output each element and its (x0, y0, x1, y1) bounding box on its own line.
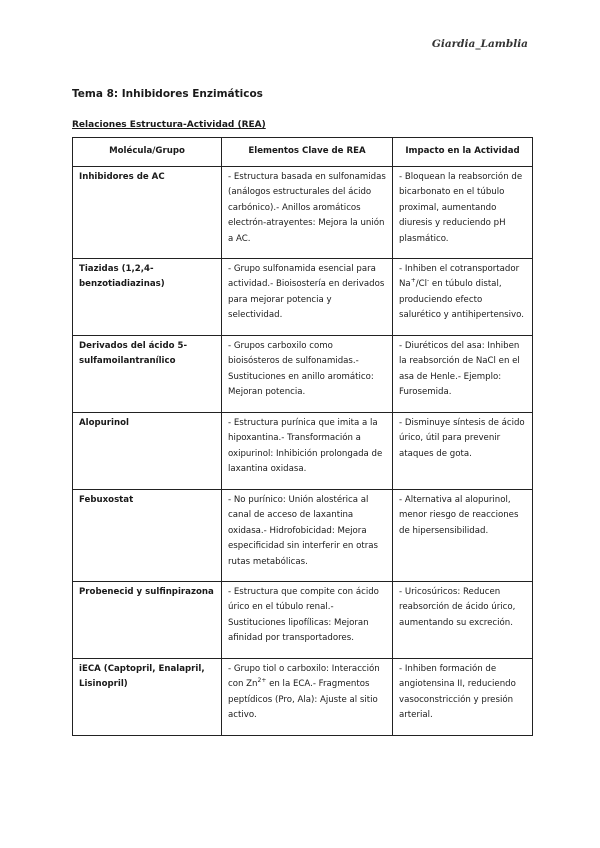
impact-cell: - Inhiben formación de angiotensina II, reduciendo vasoconstricción y presión arterial. (393, 658, 533, 735)
molecule-cell: Probenecid y sulfinpirazona (73, 581, 222, 658)
elements-text-a: - Grupo tiol o carboxilo: Interacción con Zn (228, 663, 380, 689)
chloride-charge: - (427, 277, 430, 285)
sodium-charge: + (410, 277, 416, 285)
elements-cell: - Estructura purínica que imita a la hipoxantina.- Transformación a oxipurinol: Inhibición prolongada de laxantina oxidasa. (222, 412, 393, 489)
elements-cell: - Grupos carboxilo como bioisósteros de sulfonamidas.- Sustituciones en anillo aromático: Mejoran potencia. (222, 335, 393, 412)
molecule-cell: Derivados del ácido 5-sulfamoilantranílico (73, 335, 222, 412)
table-row (73, 658, 533, 735)
impact-text-b: /Cl (415, 279, 428, 289)
table-row (73, 581, 533, 658)
table-row (73, 412, 533, 489)
impact-cell: - Diuréticos del asa: Inhiben la reabsorción de NaCl en el asa de Henle.- Ejemplo: Furosemida. (393, 335, 533, 412)
header-impact: Impacto en la Actividad (393, 138, 533, 167)
table-row (73, 335, 533, 412)
zinc-charge: 2+ (257, 677, 267, 685)
author-name: Giardia_Lamblia (431, 38, 528, 50)
rea-table (72, 137, 533, 736)
elements-cell: - Grupo sulfonamida esencial para actividad.- Bioisostería en derivados para mejorar potencia y selectividad. (222, 258, 393, 335)
table-header-row (73, 138, 533, 167)
section-heading: Relaciones Estructura-Actividad (REA) (72, 120, 266, 130)
molecule-cell: Inhibidores de AC (73, 166, 222, 258)
table-row (73, 166, 533, 258)
table-row (73, 489, 533, 581)
impact-text-a: - Inhiben el cotransportador Na (399, 263, 520, 289)
impact-cell (393, 258, 533, 335)
impact-text-c: en túbulo distal, produciendo efecto salurético y antihipertensivo. (399, 279, 524, 320)
impact-cell: - Alternativa al alopurinol, menor riesgo de reacciones de hipersensibilidad. (393, 489, 533, 581)
molecule-cell: Alopurinol (73, 412, 222, 489)
elements-cell: - Estructura que compite con ácido úrico en el túbulo renal.- Sustituciones lipofílicas: Mejoran afinidad por transportadores. (222, 581, 393, 658)
impact-cell: - Uricosúricos: Reducen reabsorción de ácido úrico, aumentando su excreción. (393, 581, 533, 658)
elements-cell: - No purínico: Unión alostérica al canal de acceso de laxantina oxidasa.- Hidrofobicidad: Mejora especificidad sin interferir en otras rutas metabólicas. (222, 489, 393, 581)
impact-cell: - Bloquean la reabsorción de bicarbonato en el túbulo proximal, aumentando diuresis y reduciendo pH plasmático. (393, 166, 533, 258)
molecule-cell: iECA (Captopril, Enalapril, Lisinopril) (73, 658, 222, 735)
impact-cell: - Disminuye síntesis de ácido úrico, útil para prevenir ataques de gota. (393, 412, 533, 489)
page-title: Tema 8: Inhibidores Enzimáticos (72, 88, 263, 100)
header-molecule: Molécula/Grupo (73, 138, 222, 167)
molecule-cell: Tiazidas (1,2,4-benzotiadiazinas) (73, 258, 222, 335)
elements-cell: - Estructura basada en sulfonamidas (análogos estructurales del ácido carbónico).- Anillos aromáticos electrón-atrayentes: Mejora la unión a AC. (222, 166, 393, 258)
table-row (73, 258, 533, 335)
elements-text-b: en la ECA.- Fragmentos peptídicos (Pro, Ala): Ajuste al sitio activo. (228, 679, 378, 720)
elements-cell (222, 658, 393, 735)
header-elements: Elementos Clave de REA (222, 138, 393, 167)
molecule-cell: Febuxostat (73, 489, 222, 581)
